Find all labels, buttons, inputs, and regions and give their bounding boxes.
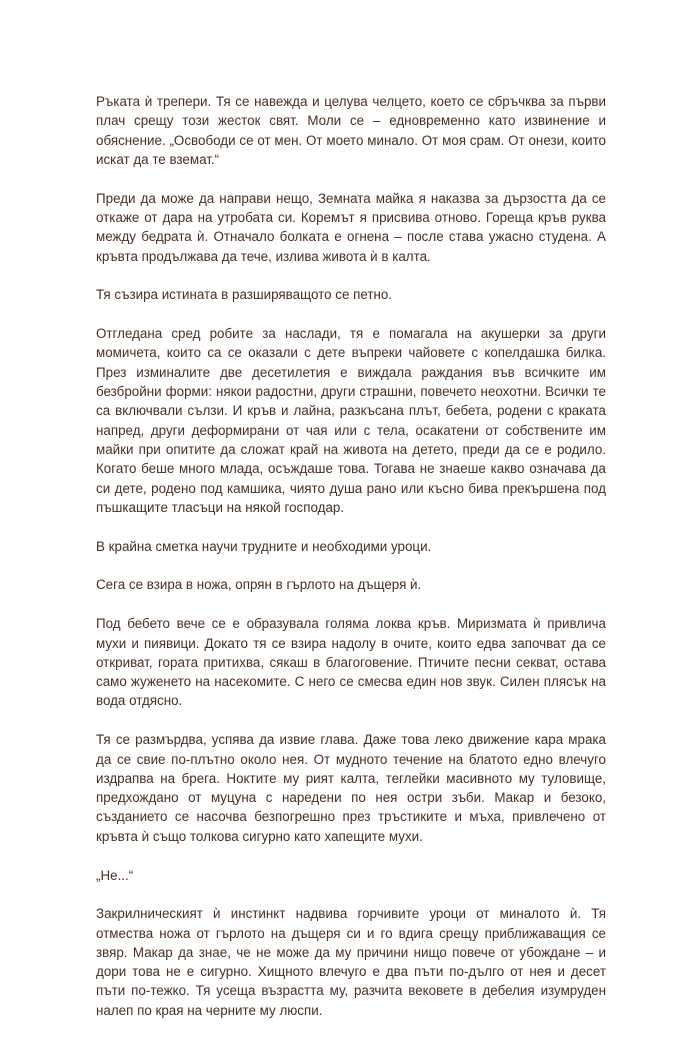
paragraph-9: „Не...“ (96, 867, 134, 883)
paragraph-2: Преди да може да направи нещо, Земната майка я наказва за дързостта да се откаже от дара на утробата си. Коремът я присвива отново. Гореща кръв руква между бедрата ѝ. Отначало болката е огнена – после става ужасно студена. А кръвта продължава да тече, излива живота ѝ в калта. (96, 190, 606, 264)
paragraph-7: Под бебето вече се е образувала голяма локва кръв. Миризмата ѝ привлича мухи и пиявици. Докато тя се взира надолу в очите, които едва започват да се откриват, гората притихва, сякаш в благоговение. Птичите песни секват, остава само жуженето на насекомите. С него се смесва един нов звук. Силен плясък на вода отдясно. (96, 616, 606, 709)
paragraph-3: Тя съзира истината в разширяващото се петно. (96, 287, 393, 303)
paragraph-1: Ръката ѝ трепери. Тя се навежда и целува челцето, което се сбръчква за първи плач срещу този жесток свят. Моли се – едновременно като извинение и обяснение. „Освободи се от мен. От моето минало. От моя срам. От онези, които искат да те вземат.“ (96, 94, 606, 167)
paragraph-8: Тя се размърдва, успява да извие глава. Даже това леко движение кара мрака да се свие по-плътно около нея. От мудното течение на блатото едно влечуго издрапва на брега. Ноктите му рият калта, теглейки масивното му туловище, предхождано от муцуна с наредени по нея остри зъби. Макар и безоко, създанието се насочва безпогрешно през тръстиките и мъха, привлечено от кръвта ѝ също толкова сигурно като хапещите мухи. (96, 732, 606, 844)
document-body (96, 92, 606, 1040)
paragraph-10: Закрилническият ѝ инстинкт надвива горчивите уроци от миналото ѝ. Тя отмества ножа от гърлото на дъщеря си и го вдига срещу приближаващия се звяр. Макар да знае, че не може да му причини нищо повече от убождане – и дори това не е сигурно. Хищното влечуго е два пъти по-дълго от нея и десет пъти по-тежко. Тя усеща възрастта му, разчита вековете в дебелия изумруден налеп по края на черните му люспи. (96, 906, 606, 1018)
paragraph-5: В крайна сметка научи трудните и необходими уроци. (96, 538, 432, 554)
paragraph-4: Отгледана сред робите за наслади, тя е помагала на акушерки за други момичета, които са се оказали с дете въпреки чайовете с копелдашка билка. През изминалите две десетилетия е виждала раждания във всичките им безбройни форми: някои радостни, други страшни, повечето неохотни. Всички те са включвали сълзи. И кръв и лайна, разкъсана плът, бебета, родени с краката напред, други деформирани от чая или с тела, осакатени от собствените им майки при опитите да сложат край на живота на детето, преди да се е родило. Когато беше много млада, осъждаше това. Тогава не знаеше какво означава да си дете, родено под камшика, чиято душа рано или късно бива прекършена под пъшкащите тласъци на някой господар. (96, 326, 606, 515)
paragraph-6: Сега се взира в ножа, опрян в гърлото на дъщеря ѝ. (96, 577, 422, 593)
